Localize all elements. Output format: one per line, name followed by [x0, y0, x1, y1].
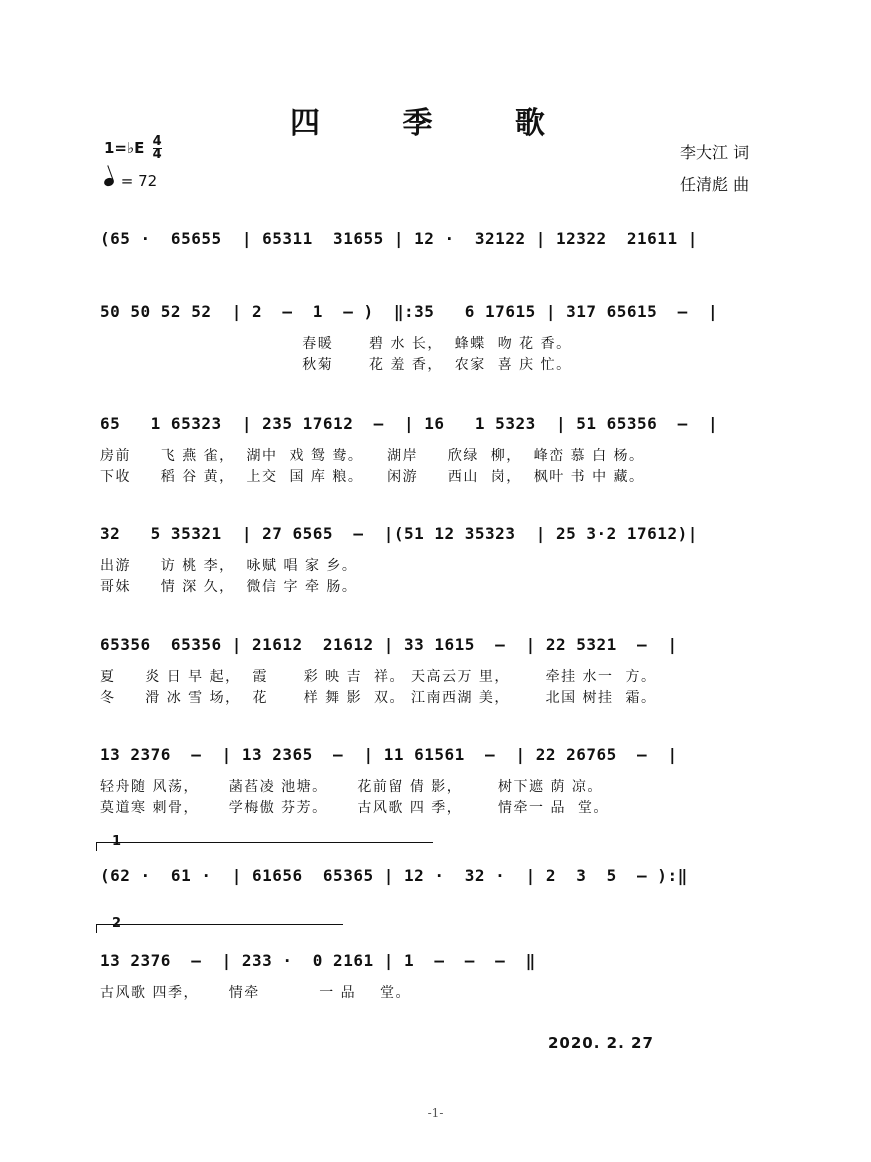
lyrics-row-5-verse-2: 冬 滑 冰 雪 场， 花 样 舞 影 双。 江南西湖 美， 北国 树挂 霜。	[100, 690, 657, 706]
score-row-3: 65 1 65323 | 235 17612 – | 16 1 5323 | 51 65356 – |	[100, 414, 719, 433]
song-title: 四 季 歌	[290, 106, 581, 141]
key-signature	[104, 136, 162, 161]
volta-label-1: 1	[112, 834, 122, 849]
score-row-5: 65356 65356 | 21612 21612 | 33 1615 – | 22 5321 – |	[100, 635, 678, 654]
tempo-marking: = 72	[104, 172, 157, 190]
lyrics-row-4-verse-2: 哥妹 情 深 久， 微信 字 牵 肠。	[100, 579, 358, 595]
score-row-7: (62 · 61 · | 61656 65365 | 12 · 32 · | 2 3 5 – ):‖	[100, 866, 688, 885]
page-number: -1-	[427, 1106, 444, 1120]
volta-bracket-1	[96, 842, 433, 851]
lyricist-credit: 李大江 词	[680, 143, 750, 162]
score-row-2: 50 50 52 52 | 2 – 1 – ) ‖:35 6 17615 | 317 65615 – |	[100, 302, 719, 321]
lyrics-row-4-verse-1: 出游 访 桃 李， 咏赋 唱 家 乡。	[100, 558, 358, 574]
score-row-1: (65 · 65655 | 65311 31655 | 12 · 32122 | 12322 21611 |	[100, 229, 698, 248]
lyrics-row-5-verse-1: 夏 炎 日 早 起， 霞 彩 映 吉 祥。 天高云万 里， 牵挂 水一 方。	[100, 669, 657, 685]
lyrics-row-3-verse-1: 房前 飞 燕 雀， 湖中 戏 鸳 鸯。 湖岸 欣绿 柳， 峰峦 慕 白 杨。	[100, 448, 645, 464]
volta-bracket-2	[96, 924, 343, 933]
lyrics-row-3-verse-2: 下收 稻 谷 黄， 上交 国 库 粮。 闲游 西山 岗， 枫叶 书 中 藏。	[100, 469, 645, 485]
lyrics-row-6-verse-1: 轻舟随 风荡， 菡萏凌 池塘。 花前留 倩 影， 树下遮 荫 凉。	[100, 779, 603, 795]
score-row-6: 13 2376 – | 13 2365 – | 11 61561 – | 22 26765 – |	[100, 745, 678, 764]
quarter-note-icon	[103, 177, 115, 188]
score-row-8: 13 2376 – | 233 · 0 2161 | 1 – – – ‖	[100, 951, 536, 970]
volta-label-2: 2	[112, 916, 122, 931]
composition-date: 2020. 2. 27	[548, 1034, 654, 1052]
lyrics-row-6-verse-2: 莫道寒 刺骨， 学梅傲 芬芳。 古风歌 四 季， 情牵一 品 堂。	[100, 800, 609, 816]
composer-credit: 任清彪 曲	[680, 175, 750, 194]
lyrics-row-2-verse-2: 秋菊 花 羞 香， 农家 喜 庆 忙。	[100, 357, 572, 373]
key-label: 1=♭E	[104, 139, 145, 157]
lyrics-row-2-verse-1: 春暖 碧 水 长， 蜂蝶 吻 花 香。	[100, 336, 572, 352]
score-row-4: 32 5 35321 | 27 6565 – |(51 12 35323 | 25 3·2 17612)|	[100, 524, 698, 543]
lyrics-row-8: 古风歌 四季， 情牵 一 品 堂。	[100, 985, 411, 1001]
time-signature: $\frac{4}{4}$	[152, 134, 162, 162]
